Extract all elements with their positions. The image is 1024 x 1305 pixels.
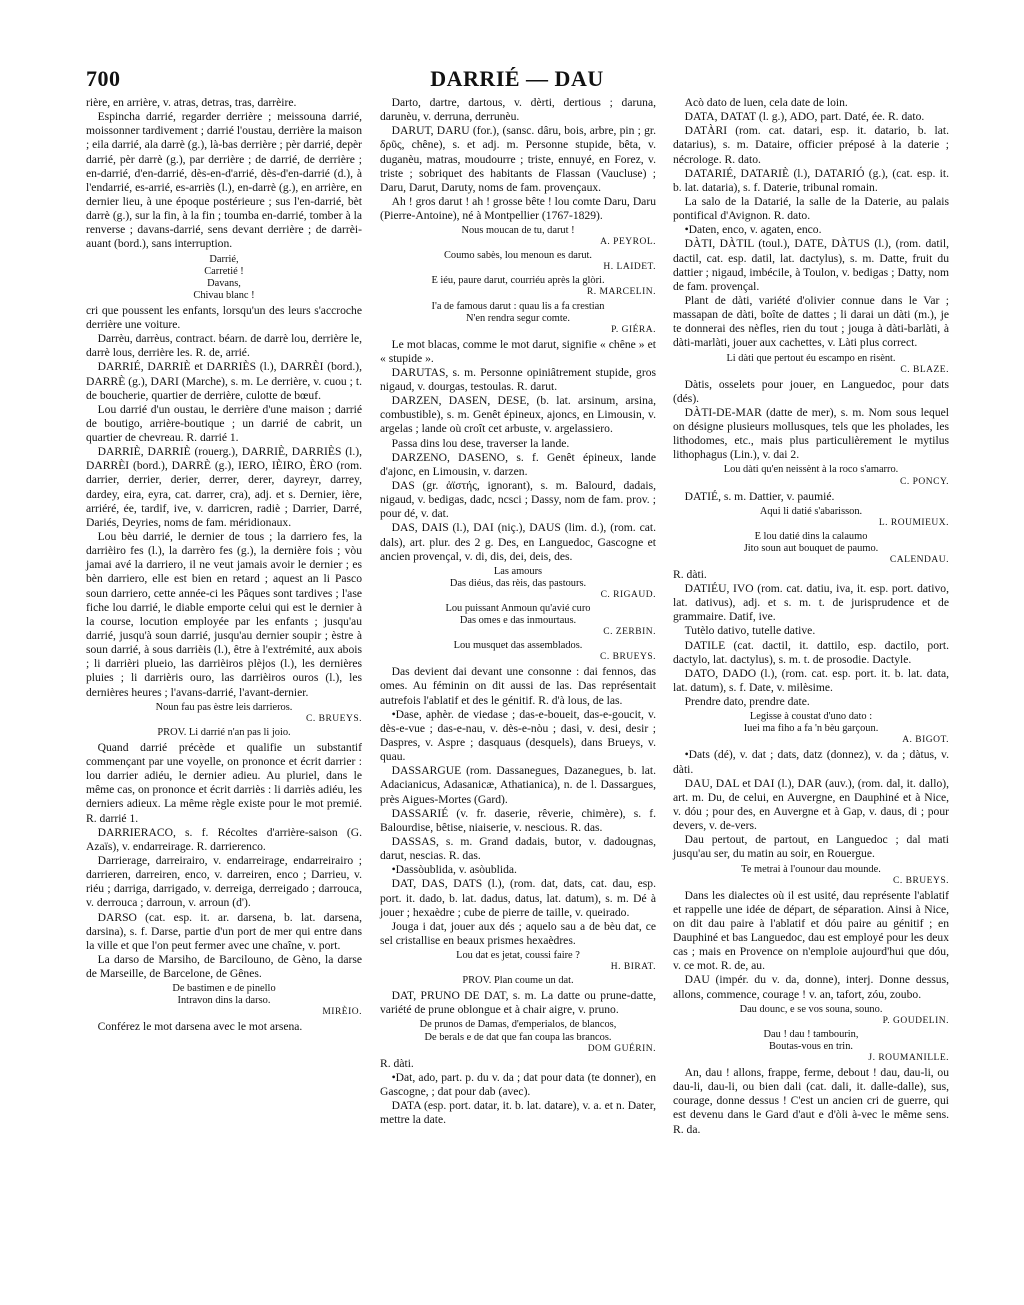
citation-quote <box>673 531 949 566</box>
quote-line: E lou datié dins la calaumo <box>754 530 868 542</box>
quote-line: Legisse à coustat d'uno dato : <box>749 711 873 723</box>
entry-paragraph: Prendre dato, prendre date. <box>684 695 810 709</box>
entry-paragraph: Darrierage, darreirairo, v. endarreirage, endarreirairo ; darrieren, darreiren, enco, v. darreiren, enco ; Darrieu, v. riéu ; darriga, darrigado, v. derreiga, derreigado ; darrouca, v. derrouca ; darroun, v. arroun (d'). <box>86 854 362 910</box>
quote-author: DOM GUÉRIN. <box>587 1043 656 1054</box>
quote-author: C. BRUEYS. <box>600 652 656 663</box>
quote-author: C. ZERBIN. <box>603 627 656 638</box>
quote-author: H. LAIDET. <box>603 262 656 273</box>
entry-paragraph: DAT, PRUNO DE DAT, s. m. La datte ou prune-datte, variété de prune oblongue et à chair aigre, v. pruno. <box>380 989 656 1017</box>
quote-author: R. MARCELIN. <box>586 287 656 298</box>
entry-paragraph: Lou darrié d'un oustau, le derrière d'une maison ; darrié de boutigo, arrière-boutique ; un darrié de cabrit, un quartier de chevreau. R. darrié 1. <box>86 402 362 445</box>
quote-line: Lou dàti qu'en neissènt à la roco s'amarro. <box>723 464 899 476</box>
citation-quote <box>673 864 949 887</box>
quote-line: Lou musquet das assemblados. <box>453 640 583 652</box>
citation-quote <box>380 250 656 273</box>
quote-line: Li dàti que pertout éu escampo en risènt. <box>726 352 896 364</box>
entry-paragraph: Passa dins lou dese, traverser la lande. <box>391 436 570 450</box>
entry-paragraph: R. dàti. <box>380 1056 414 1070</box>
quote-author: C. BRUEYS. <box>306 713 362 724</box>
quote-line: De berals e de dat que fan coupa las brancos. <box>424 1031 612 1043</box>
entry-paragraph: cri que poussent les enfants, lorsqu'un des leurs s'accroche derrière une voiture. <box>86 303 362 331</box>
quote-line: PROV. Li darrié n'an pas li joio. <box>157 726 291 738</box>
citation-quote <box>86 983 362 1018</box>
entry-paragraph: DATA, DATAT (l. g.), ADO, part. Daté, ée. R. dato. <box>684 110 925 124</box>
entry-paragraph: DATIÉU, IVO (rom. cat. datiu, iva, it. esp. port. dativo, lat. dativus), adj. et s. m. t. de jurisprudence et de grammaire. Datif, ive. <box>673 582 949 624</box>
citation-quote <box>673 711 949 746</box>
entry-paragraph: •Dat, ado, part. p. du v. da ; dat pour data (te donner), en Gascogne, ; dat pour dab (avec). <box>380 1070 656 1098</box>
citation-quote <box>86 254 362 302</box>
citation-quote <box>380 566 656 601</box>
entry-paragraph: Espincha darrié, regarder derrière ; meissouna darrié, moissonner tardivement ; darrié l'oustau, derrière la maison ; eila darrié, ala darrè (g.), là-bas derrière ; pèr darrié, depèr darrié, pèr darrè (g.), par derrière ; de darrié, de derrière ; en-darrié, d'en-darrié, dès-en-d'arrié, dès-d'en-darrié (d.), à l'endarrié, es-arrié, es-arriès (l.), en-darrè (g.), en arrière, en dernier lieu, à une époque postérieure ; sus l'en-darrié, bèt darrè (g.), sur la fin, à la fin ; toumba en-darrié, tomber à la renverse ; davans-darrié, sens devant derrière ; de darrèi-auant (bord.), sans interruption. <box>86 110 362 251</box>
entry-paragraph: DATIÉ, s. m. Dattier, v. paumié. <box>684 489 835 503</box>
entry-paragraph: DASSARGUE (rom. Dassanegues, Dazanegues, b. lat. Adacianicus, Adasanicæ, Athatianica), n. de l. Dassargues, près Aigues-Mortes (Gard). <box>380 764 656 806</box>
entry-paragraph: Le mot blacas, comme le mot darut, signifie « chêne » et « stupide ». <box>380 337 656 365</box>
entry-paragraph: DAS, DAIS (l.), DAI (niç.), DAUS (lim. d.), (rom. cat. dals), art. plur. des 2 g. Des, en Languedoc, Gascogne et ancien provençal, v. di, dis, dei, deis, des. <box>380 521 656 563</box>
quote-line: Aqui li datié s'abarisson. <box>759 505 863 517</box>
citation-quote <box>380 275 656 298</box>
entry-paragraph: Dàtis, osselets pour jouer, en Languedoc, pour dats (dés). <box>673 377 949 405</box>
quote-line: PROV. Plan coume un dat. <box>462 975 574 987</box>
entry-paragraph: rière, en arrière, v. atras, detras, tras, darrèire. <box>86 96 297 109</box>
entry-paragraph: An, dau ! allons, frappe, ferme, debout ! dau, dau-li, ou dau-li, dau-li, ou bien dali (cat. dali, it. dalle-dalle), sus, courage, donne dessus ! C'est un ancien cri de guerre, qui est devenu dans le Gard d'aut e d'òli à-vec le même sens. R. da. <box>673 1065 949 1136</box>
quote-line: Coumo sabès, lou menoun es darut. <box>443 250 593 262</box>
entry-paragraph: La darso de Marsiho, de Barcilouno, de Gèno, la darse de Marseille, de Barcelone, de Gênes. <box>86 952 362 981</box>
quote-line: Dau dounc, e se vos souna, souno. <box>739 1003 883 1015</box>
quote-line: Carretié ! <box>204 265 244 277</box>
citation-quote <box>380 225 656 248</box>
entry-paragraph: DARUT, DARU (for.), (sansc. dâru, bois, arbre, pin ; gr. δρῦς, chêne), s. et adj. m. Personne stupide, bêta, v. duganèu, matras, moudourre ; triste, ennuyé, en Forez, v. triste ; sobriquet des habitants de Flassan (Vaucluse) ; Daru, Darut, Daruty, noms de fam. provençaux. <box>380 124 656 194</box>
citation-quote <box>86 727 362 739</box>
citation-quote <box>380 975 656 987</box>
entry-paragraph: DÀTI, DÀTIL (toul.), DATE, DÀTUS (l.), (rom. datil, dactil, cat. esp. datil, lat. dactylus), s. m. Datte, fruit du dattier ; nigaud, imbécile, à Toulon, v. bedigas ; Datty, nom de fam. provençal. <box>673 237 949 293</box>
entry-paragraph: DÀTI-DE-MAR (datte de mer), s. m. Nom sous lequel on désigne plusieurs mollusques, tels que les pholades, les lithodomes, etc., mais plus particulièrement le mytilus lithophagus (Lin.), v. dai 2. <box>673 405 949 462</box>
entry-paragraph: Tutèlo dativo, tutelle dative. <box>684 624 816 638</box>
quote-line: E iéu, paure darut, courriéu après la glòri. <box>431 275 605 287</box>
quote-author: C. PONCY. <box>900 476 949 487</box>
citation-quote <box>86 702 362 725</box>
entry-paragraph: DATÀRI (rom. cat. datari, esp. it. datario, b. lat. datarius), s. m. Dataire, officier préposé à la daterie ; nécrologe. R. dato. <box>673 124 949 166</box>
page-number: 700 <box>86 66 121 91</box>
entry-paragraph: Das devient dai devant une consonne : dai fennos, das omes. Au féminin on dit aussi de las. Das représentait autrefois l'ablatif et des le génitif. R. d'à lous, de las. <box>380 665 656 707</box>
quote-author: P. GIÉRA. <box>611 324 656 335</box>
entry-paragraph: DARSO (cat. esp. it. ar. darsena, b. lat. darsena, darsina), s. f. Darse, partie d'un port de mer qui entre dans la ville et que l'on peut fermer avec une chaîne, v. port. <box>86 910 362 952</box>
quote-line: Das omes e das inmourtaus. <box>459 615 577 627</box>
quote-line: Das diéus, das rèis, das pastours. <box>449 577 587 589</box>
citation-quote <box>673 506 949 529</box>
quote-author: C. RIGAUD. <box>600 590 656 601</box>
entry-paragraph: La salo de la Datarié, la salle de la Daterie, au palais pontifical d'Avignon. R. dato. <box>673 194 949 223</box>
quote-line: Davans, <box>207 277 241 289</box>
entry-paragraph: DARZEN, DASEN, DESE, (b. lat. arsinum, arsina, combustible), s. m. Genêt épineux, ajoncs, en Limousin, v. argelas ; lande où croît cet arbuste, v. argelassiero. <box>380 394 656 436</box>
entry-paragraph: DAU (impér. du v. da, donne), interj. Donne dessus, allons, commence, courage ! v. an, tafort, zóu, zoubo. <box>673 973 949 1001</box>
quote-author: CALENDAU. <box>889 554 949 565</box>
quote-line: Nous moucan de tu, darut ! <box>461 225 575 237</box>
quote-line: Lou puissant Anmoun qu'avié curo <box>445 603 591 615</box>
quote-line: I'a de famous darut : quau lis a fa crestian <box>431 300 605 312</box>
entry-paragraph: Lou bèu darrié, le dernier de tous ; la darriero fes, la darrièiro fes (l.), la darrèro fes (g.), la dernière fois ; vòu jamai avé la darriero, il ne veut jamais avoir le dernier ; es bèn darriero, elle est bien en retard ; aquest an li Pasco soun darriero, cette année-ci les Pâques sont tardives ; l'ase fiche lou darrié, le diable emporte celui qui est le dernier à la course, locution employée par les enfants ; jusqu'au darrié, jusqu'à soun darrié, jusqu'au dernier soupir ; èstre à soun darrié, à sous darrièis (l.), être à l'extrémité, aux abois ; li darrièri plueio, las darrièiros plèjos (l.), les dernières pluies ; li darrièris ouro, las darrièiros ouros (l.), les dernières heures ; l'avans-darrié, l'avant-dernier. <box>86 530 362 699</box>
quote-line: De bastimen e de pinello <box>172 983 276 995</box>
quote-line: N'en rendra segur comte. <box>465 312 570 324</box>
entry-paragraph: •Dassòublida, v. asòublida. <box>391 863 517 877</box>
quote-author: C. BRUEYS. <box>893 875 949 886</box>
entry-paragraph: DAU, DAL et DAI (l.), DAR (auv.), (rom. dal, it. dallo), art. m. Du, de celui, en Auvergne, en Dauphiné et à Nice, v. dóu ; pour des, en Auvergne et à Gap, v. daus, di ; pour devers, v. de-vers. <box>673 776 949 833</box>
citation-quote <box>673 353 949 376</box>
entry-paragraph: DATILE (cat. dactil, it. dattilo, esp. dactilo, port. dactylo, lat. dactylus), s. m. t. de prosodie. Dactyle. <box>673 638 949 666</box>
quote-author: MIRÈIO. <box>322 1007 362 1018</box>
quote-line: Boutas-vous en trin. <box>769 1040 853 1052</box>
quote-line: Intravon dins la darso. <box>177 995 271 1007</box>
entry-paragraph: •Daten, enco, v. agaten, enco. <box>684 223 822 237</box>
entry-paragraph: DARUTAS, s. m. Personne opiniâtrement stupide, gros nigaud, v. dourgas, testoulas. R. darut. <box>380 365 656 394</box>
quote-line: Chivau blanc ! <box>193 289 255 301</box>
entry-paragraph: Plant de dàti, variété d'olivier connue dans le Var ; massapan de dàti, boîte de dattes ; li darai un dàti (m.), je te donnerai des nèfles, rien du tout ; jouga à dàti-barlàti, à dàti-marlàti, jouer aux cachettes, v. Làti plus correct. <box>673 293 949 350</box>
quote-author: P. GOUDELIN. <box>882 1015 949 1026</box>
quote-author: J. ROUMANILLE. <box>868 1052 949 1063</box>
quote-line: De prunos de Damas, d'emperialos, de blancos, <box>419 1019 617 1031</box>
entry-paragraph: R. dàti. <box>673 567 707 581</box>
quote-line: Las amours <box>493 565 543 577</box>
page-title: DARRIÉ — DAU <box>430 66 604 91</box>
entry-paragraph: Quand darrié précède et qualifie un substantif commençant par une voyelle, on prononce et écrit darrier : lou darrier adiéu, le dernier adieu. Au pluriel, dans le même cas, on prononce et écrit darriès : li darriès adiéu, les derniers adieux. La même règle existe pour le mot premié. R. darrié 1. <box>86 740 362 825</box>
quote-line: Lou dat es jetat, coussi faire ? <box>456 950 580 962</box>
entry-paragraph: DASSARIÉ (v. fr. daserie, rêverie, chimère), s. f. Balourdise, bêtise, niaiserie, v. nescious. R. das. <box>380 806 656 834</box>
column-left <box>86 96 362 1035</box>
quote-line: Iuei ma fiho a fa 'n bèu garçoun. <box>743 723 879 735</box>
quote-line: Darrié, <box>209 253 239 265</box>
entry-paragraph: DARRIERACO, s. f. Récoltes d'arrière-saison (G. Azaïs), v. endarreirage. R. darrierenco. <box>86 825 362 853</box>
entry-paragraph: DATO, DADO (l.), (rom. cat. esp. port. it. b. lat. data, lat. datum), s. f. Date, v. milèsime. <box>673 666 949 695</box>
entry-paragraph: DAT, DAS, DATS (l.), (rom. dat, dats, cat. dau, esp. port. it. dado, b. lat. dadus, datus, lat. datum), s. m. Dé à jouer ; hexaèdre ; cube de pierre de taille, v. queirado. <box>380 877 656 919</box>
quote-author: A. PEYROL. <box>600 237 656 248</box>
citation-quote <box>380 1019 656 1054</box>
entry-paragraph: DARRIÈ, DARRIÈ (rouerg.), DARRIÈ, DARRIÈS (l.), DARRÈI (bord.), DARRÈ (g.), IERO, IÈIRO, ÈRO (rom. darrier, derrier, derier, derrer, derer, dayreyr, darrey, dardey, eira, eyra, cat. darrer, cra), adj. et s. Dernier, ière, arriéré, ée, tardif, ive, v. darricren, radiè ; Darrier, Darré, Dariés, Deyries, noms de fam. méridionaux. <box>86 445 362 529</box>
citation-quote <box>380 603 656 638</box>
entry-paragraph: Darto, dartre, dartous, v. dèrti, dertious ; daruna, darunèu, v. derruna, derrunèu. <box>380 96 656 124</box>
entry-paragraph: Acò dato de luen, cela date de loin. <box>684 96 848 109</box>
entry-paragraph: Conférez le mot darsena avec le mot arsena. <box>97 1020 303 1034</box>
entry-paragraph: •Dats (dé), v. dat ; dats, datz (donnez), v. da ; dàtus, v. dàti. <box>673 748 949 776</box>
citation-quote <box>673 464 949 487</box>
quote-line: Jito soun aut bouquet de paumo. <box>743 542 879 554</box>
entry-paragraph: DAS (gr. ἀϊστής, ignorant), s. m. Balourd, dadais, nigaud, v. bedigas, dadc, ncsci ; Dassy, nom de fam. prov. ; pour dé, v. dat. <box>380 479 656 521</box>
entry-paragraph: Dans les dialectes où il est usité, dau représente l'ablatif et rappelle une idée de départ, de séparation. Ainsi à Nice, on dit dau paire à l'ablatif et dóu paire au génitif ; en Dauphiné et bas Languedoc, dau est employé pour les deux cas ; mais en Provence on n'emploie aujourd'hui que dóu, v. ce mot. R. de, au. <box>673 888 949 973</box>
entry-paragraph: DATARIÉ, DATARIÈ (l.), DATARIÓ (g.), (cat. esp. it. b. lat. dataria), s. f. Daterie, tribunal romain. <box>673 166 949 194</box>
quote-line: Te metrai à l'ounour dau mounde. <box>741 863 881 875</box>
citation-quote <box>380 301 656 336</box>
entry-paragraph: DARRIÉ, DARRIÈ et DARRIÈS (l.), DARRÈI (bord.), DARRÈ (g.), DARI (Marche), s. m. Le derrière, v. cuou ; t. de boucherie, quartier de derrière, culotte de bœuf. <box>86 360 362 402</box>
entry-paragraph: Ah ! gros darut ! ah ! grosse bête ! lou comte Daru, Daru (Pierre-Antoine), né à Montpellier (1767-1829). <box>380 194 656 223</box>
citation-quote <box>673 1004 949 1027</box>
quote-line: Noun fau pas èstre leis darrieros. <box>155 701 293 713</box>
entry-paragraph: DATA (esp. port. datar, it. b. lat. datare), v. a. et n. Dater, mettre la date. <box>380 1099 656 1127</box>
quote-author: L. ROUMIEUX. <box>878 517 949 528</box>
page-header <box>86 66 948 92</box>
quote-author: H. BIRAT. <box>610 962 656 973</box>
entry-paragraph: Dau pertout, de partout, en Languedoc ; dal mati jusqu'au ser, du matin au soir, en Rouergue. <box>673 833 949 861</box>
entry-paragraph: •Dase, aphèr. de viedase ; das-e-boueit, das-e-goucit, v. dès-e-vue ; das-e-nau, v. dès-e-nòu ; dasi, v. desi, desir ; Daspres, v. Aspre ; dasquaus (desquels), dans Brueys, v. quau. <box>380 707 656 764</box>
entry-paragraph: Jouga i dat, jouer aux dés ; aquelo sau a de bèu dat, ce sel cristallise en beaux prismes hexaèdres. <box>380 919 656 947</box>
entry-paragraph: DASSAS, s. m. Grand dadais, butor, v. dadougnas, darut, nescias. R. das. <box>380 834 656 863</box>
citation-quote <box>380 640 656 663</box>
column-middle <box>380 96 656 1127</box>
quote-author: A. BIGOT. <box>902 735 949 746</box>
citation-quote <box>673 1029 949 1064</box>
quote-line: Dau ! dau ! tambourin, <box>763 1028 859 1040</box>
citation-quote <box>380 950 656 973</box>
entry-paragraph: DARZENO, DASENO, s. f. Genêt épineux, lande d'ajonc, en Limousin, v. darzen. <box>380 450 656 478</box>
entry-paragraph: Darrèu, darrèus, contract. béarn. de darrè lou, derrière le, darrè lous, derrière les. R. de, arrié. <box>86 332 362 360</box>
quote-author: C. BLAZE. <box>900 364 949 375</box>
column-right <box>673 96 949 1137</box>
